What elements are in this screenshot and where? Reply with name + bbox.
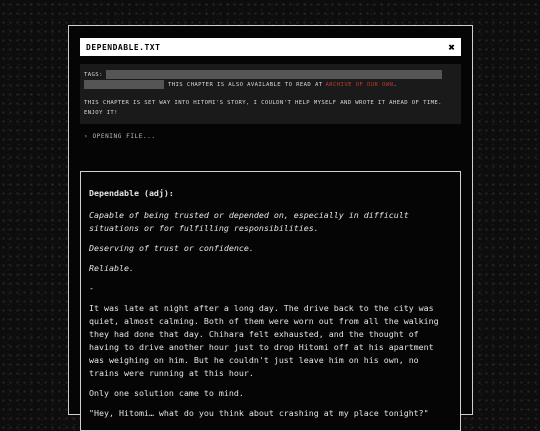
tags-row — [84, 70, 457, 79]
availability-text: THIS CHAPTER IS ALSO AVAILABLE TO READ AT — [168, 81, 323, 88]
definition-2: Deserving of trust or confidence. — [89, 243, 254, 253]
ao3-link[interactable]: ARCHIVE OF OUR OWN — [325, 81, 394, 88]
availability-row — [84, 80, 457, 89]
tags-bar-continued — [84, 80, 164, 89]
reader-window — [68, 25, 473, 418]
tags-label: TAGS: — [84, 71, 103, 78]
definition-1: Capable of being trusted or depended on, especially in difficult situations or for fulfilling responsibilities. — [89, 210, 409, 233]
close-icon[interactable]: ✖ — [448, 40, 455, 54]
definition-title: Dependable (adj): — [89, 188, 174, 198]
definition-3: Reliable. — [89, 263, 134, 273]
story-paragraph-2: Only one solution came to mind. — [89, 388, 244, 398]
chapter-content — [80, 171, 461, 431]
story-paragraph-3: "Hey, Hitomi… what do you think about crashing at my place tonight?" — [89, 408, 429, 418]
story-paragraph-1: It was late at night after a long day. The drive back to the city was quiet, almost calming. Both of them were worn out from all the walking they had done that day. Chihara felt exhausted, and the thought of having to drive another hour just to drop Hitomi off at his apartment was weighing on him. But he couldn't just leave him on his own, no trains were running at this hour. — [89, 303, 439, 378]
chevron-right-icon: › — [84, 133, 89, 140]
tags-bar — [106, 70, 442, 79]
author-note-text: THIS CHAPTER IS SET WAY INTO HITOMI'S STORY, I COULDN'T HELP MYSELF AND WROTE IT AHEAD OF TIME. ENJOY IT! — [84, 100, 442, 116]
section-separator: - — [89, 283, 94, 293]
opening-status — [84, 133, 156, 140]
window-title: DEPENDABLE.TXT — [86, 42, 161, 52]
link-suffix: . — [393, 81, 398, 88]
opening-text: OPENING FILE... — [92, 133, 156, 140]
title-bar — [80, 38, 461, 56]
author-notes — [80, 64, 461, 124]
